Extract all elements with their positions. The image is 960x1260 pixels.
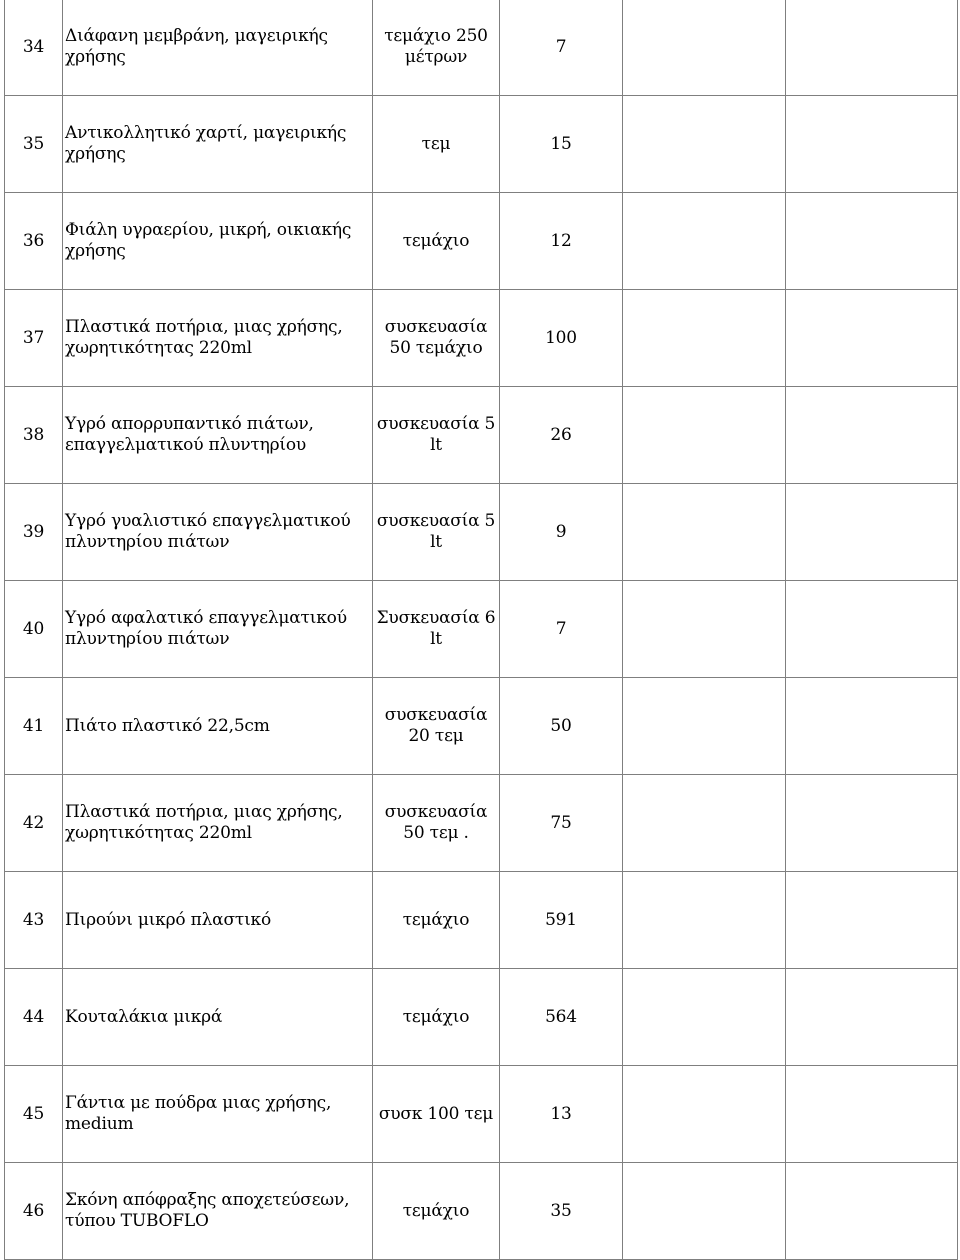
table-row [5, 387, 958, 484]
empty-price-cell [623, 484, 786, 581]
item-description-cell: Υγρό απορρυπαντικό πιάτων, επαγγελματικού πλυντηρίου [63, 387, 373, 484]
item-unit-cell: τεμ [373, 96, 500, 193]
table-row [5, 775, 958, 872]
empty-price-cell [623, 1066, 786, 1163]
empty-total-cell [786, 1066, 958, 1163]
table-row [5, 872, 958, 969]
item-number-cell: 41 [5, 678, 63, 775]
empty-price-cell [623, 193, 786, 290]
item-number-cell: 34 [5, 0, 63, 96]
empty-price-cell [623, 872, 786, 969]
empty-total-cell [786, 775, 958, 872]
item-unit-cell: Συσκευασία 6 lt [373, 581, 500, 678]
item-description-cell: Κουταλάκια μικρά [63, 969, 373, 1066]
item-description-cell: Γάντια με πούδρα μιας χρήσης, medium [63, 1066, 373, 1163]
item-unit-cell: τεμάχιο [373, 1163, 500, 1260]
table-row [5, 484, 958, 581]
empty-total-cell [786, 872, 958, 969]
item-description-cell: Πιρούνι μικρό πλαστικό [63, 872, 373, 969]
item-quantity-cell: 564 [500, 969, 623, 1066]
item-quantity-cell: 12 [500, 193, 623, 290]
item-quantity-cell: 100 [500, 290, 623, 387]
item-unit-cell: συσκευασία 50 τεμάχιο [373, 290, 500, 387]
item-number-cell: 45 [5, 1066, 63, 1163]
item-description-cell: Φιάλη υγραερίου, μικρή, οικιακής χρήσης [63, 193, 373, 290]
item-description-cell: Πλαστικά ποτήρια, μιας χρήσης, χωρητικότητας 220ml [63, 775, 373, 872]
table-row [5, 1066, 958, 1163]
item-description-cell: Διάφανη μεμβράνη, μαγειρικής χρήσης [63, 0, 373, 96]
empty-total-cell [786, 1163, 958, 1260]
items-table-body [5, 0, 958, 1260]
item-number-cell: 37 [5, 290, 63, 387]
item-description-cell: Πιάτο πλαστικό 22,5cm [63, 678, 373, 775]
item-unit-cell: συσκευασία 20 τεμ [373, 678, 500, 775]
table-row [5, 193, 958, 290]
empty-total-cell [786, 0, 958, 96]
item-quantity-cell: 9 [500, 484, 623, 581]
empty-total-cell [786, 193, 958, 290]
item-number-cell: 40 [5, 581, 63, 678]
empty-price-cell [623, 775, 786, 872]
item-quantity-cell: 7 [500, 581, 623, 678]
item-quantity-cell: 50 [500, 678, 623, 775]
empty-price-cell [623, 678, 786, 775]
table-row [5, 290, 958, 387]
item-number-cell: 44 [5, 969, 63, 1066]
item-quantity-cell: 15 [500, 96, 623, 193]
empty-total-cell [786, 387, 958, 484]
table-row [5, 969, 958, 1066]
empty-price-cell [623, 581, 786, 678]
empty-total-cell [786, 969, 958, 1066]
empty-total-cell [786, 96, 958, 193]
item-unit-cell: τεμάχιο 250 μέτρων [373, 0, 500, 96]
item-number-cell: 46 [5, 1163, 63, 1260]
empty-price-cell [623, 96, 786, 193]
item-number-cell: 38 [5, 387, 63, 484]
items-table-page [4, 0, 957, 1231]
item-description-cell: Αντικολλητικό χαρτί, μαγειρικής χρήσης [63, 96, 373, 193]
item-quantity-cell: 591 [500, 872, 623, 969]
item-unit-cell: τεμάχιο [373, 193, 500, 290]
item-unit-cell: συσκευασία 5 lt [373, 484, 500, 581]
table-row [5, 96, 958, 193]
items-table [4, 0, 958, 1260]
item-number-cell: 35 [5, 96, 63, 193]
item-number-cell: 43 [5, 872, 63, 969]
empty-total-cell [786, 581, 958, 678]
item-quantity-cell: 26 [500, 387, 623, 484]
item-quantity-cell: 7 [500, 0, 623, 96]
item-number-cell: 42 [5, 775, 63, 872]
item-quantity-cell: 13 [500, 1066, 623, 1163]
item-description-cell: Σκόνη απόφραξης αποχετεύσεων, τύπου TUBOFLO [63, 1163, 373, 1260]
item-number-cell: 39 [5, 484, 63, 581]
item-unit-cell: συσκευασία 5 lt [373, 387, 500, 484]
item-quantity-cell: 35 [500, 1163, 623, 1260]
empty-total-cell [786, 678, 958, 775]
table-row [5, 678, 958, 775]
item-unit-cell: συσκ 100 τεμ [373, 1066, 500, 1163]
item-unit-cell: τεμάχιο [373, 872, 500, 969]
empty-price-cell [623, 969, 786, 1066]
item-unit-cell: τεμάχιο [373, 969, 500, 1066]
empty-price-cell [623, 0, 786, 96]
table-row [5, 0, 958, 96]
table-row [5, 1163, 958, 1260]
item-description-cell: Υγρό αφαλατικό επαγγελματικού πλυντηρίου πιάτων [63, 581, 373, 678]
item-number-cell: 36 [5, 193, 63, 290]
item-description-cell: Υγρό γυαλιστικό επαγγελματικού πλυντηρίου πιάτων [63, 484, 373, 581]
item-quantity-cell: 75 [500, 775, 623, 872]
empty-total-cell [786, 484, 958, 581]
table-row [5, 581, 958, 678]
empty-price-cell [623, 387, 786, 484]
empty-total-cell [786, 290, 958, 387]
empty-price-cell [623, 290, 786, 387]
empty-price-cell [623, 1163, 786, 1260]
item-unit-cell: συσκευασία 50 τεμ . [373, 775, 500, 872]
item-description-cell: Πλαστικά ποτήρια, μιας χρήσης, χωρητικότητας 220ml [63, 290, 373, 387]
